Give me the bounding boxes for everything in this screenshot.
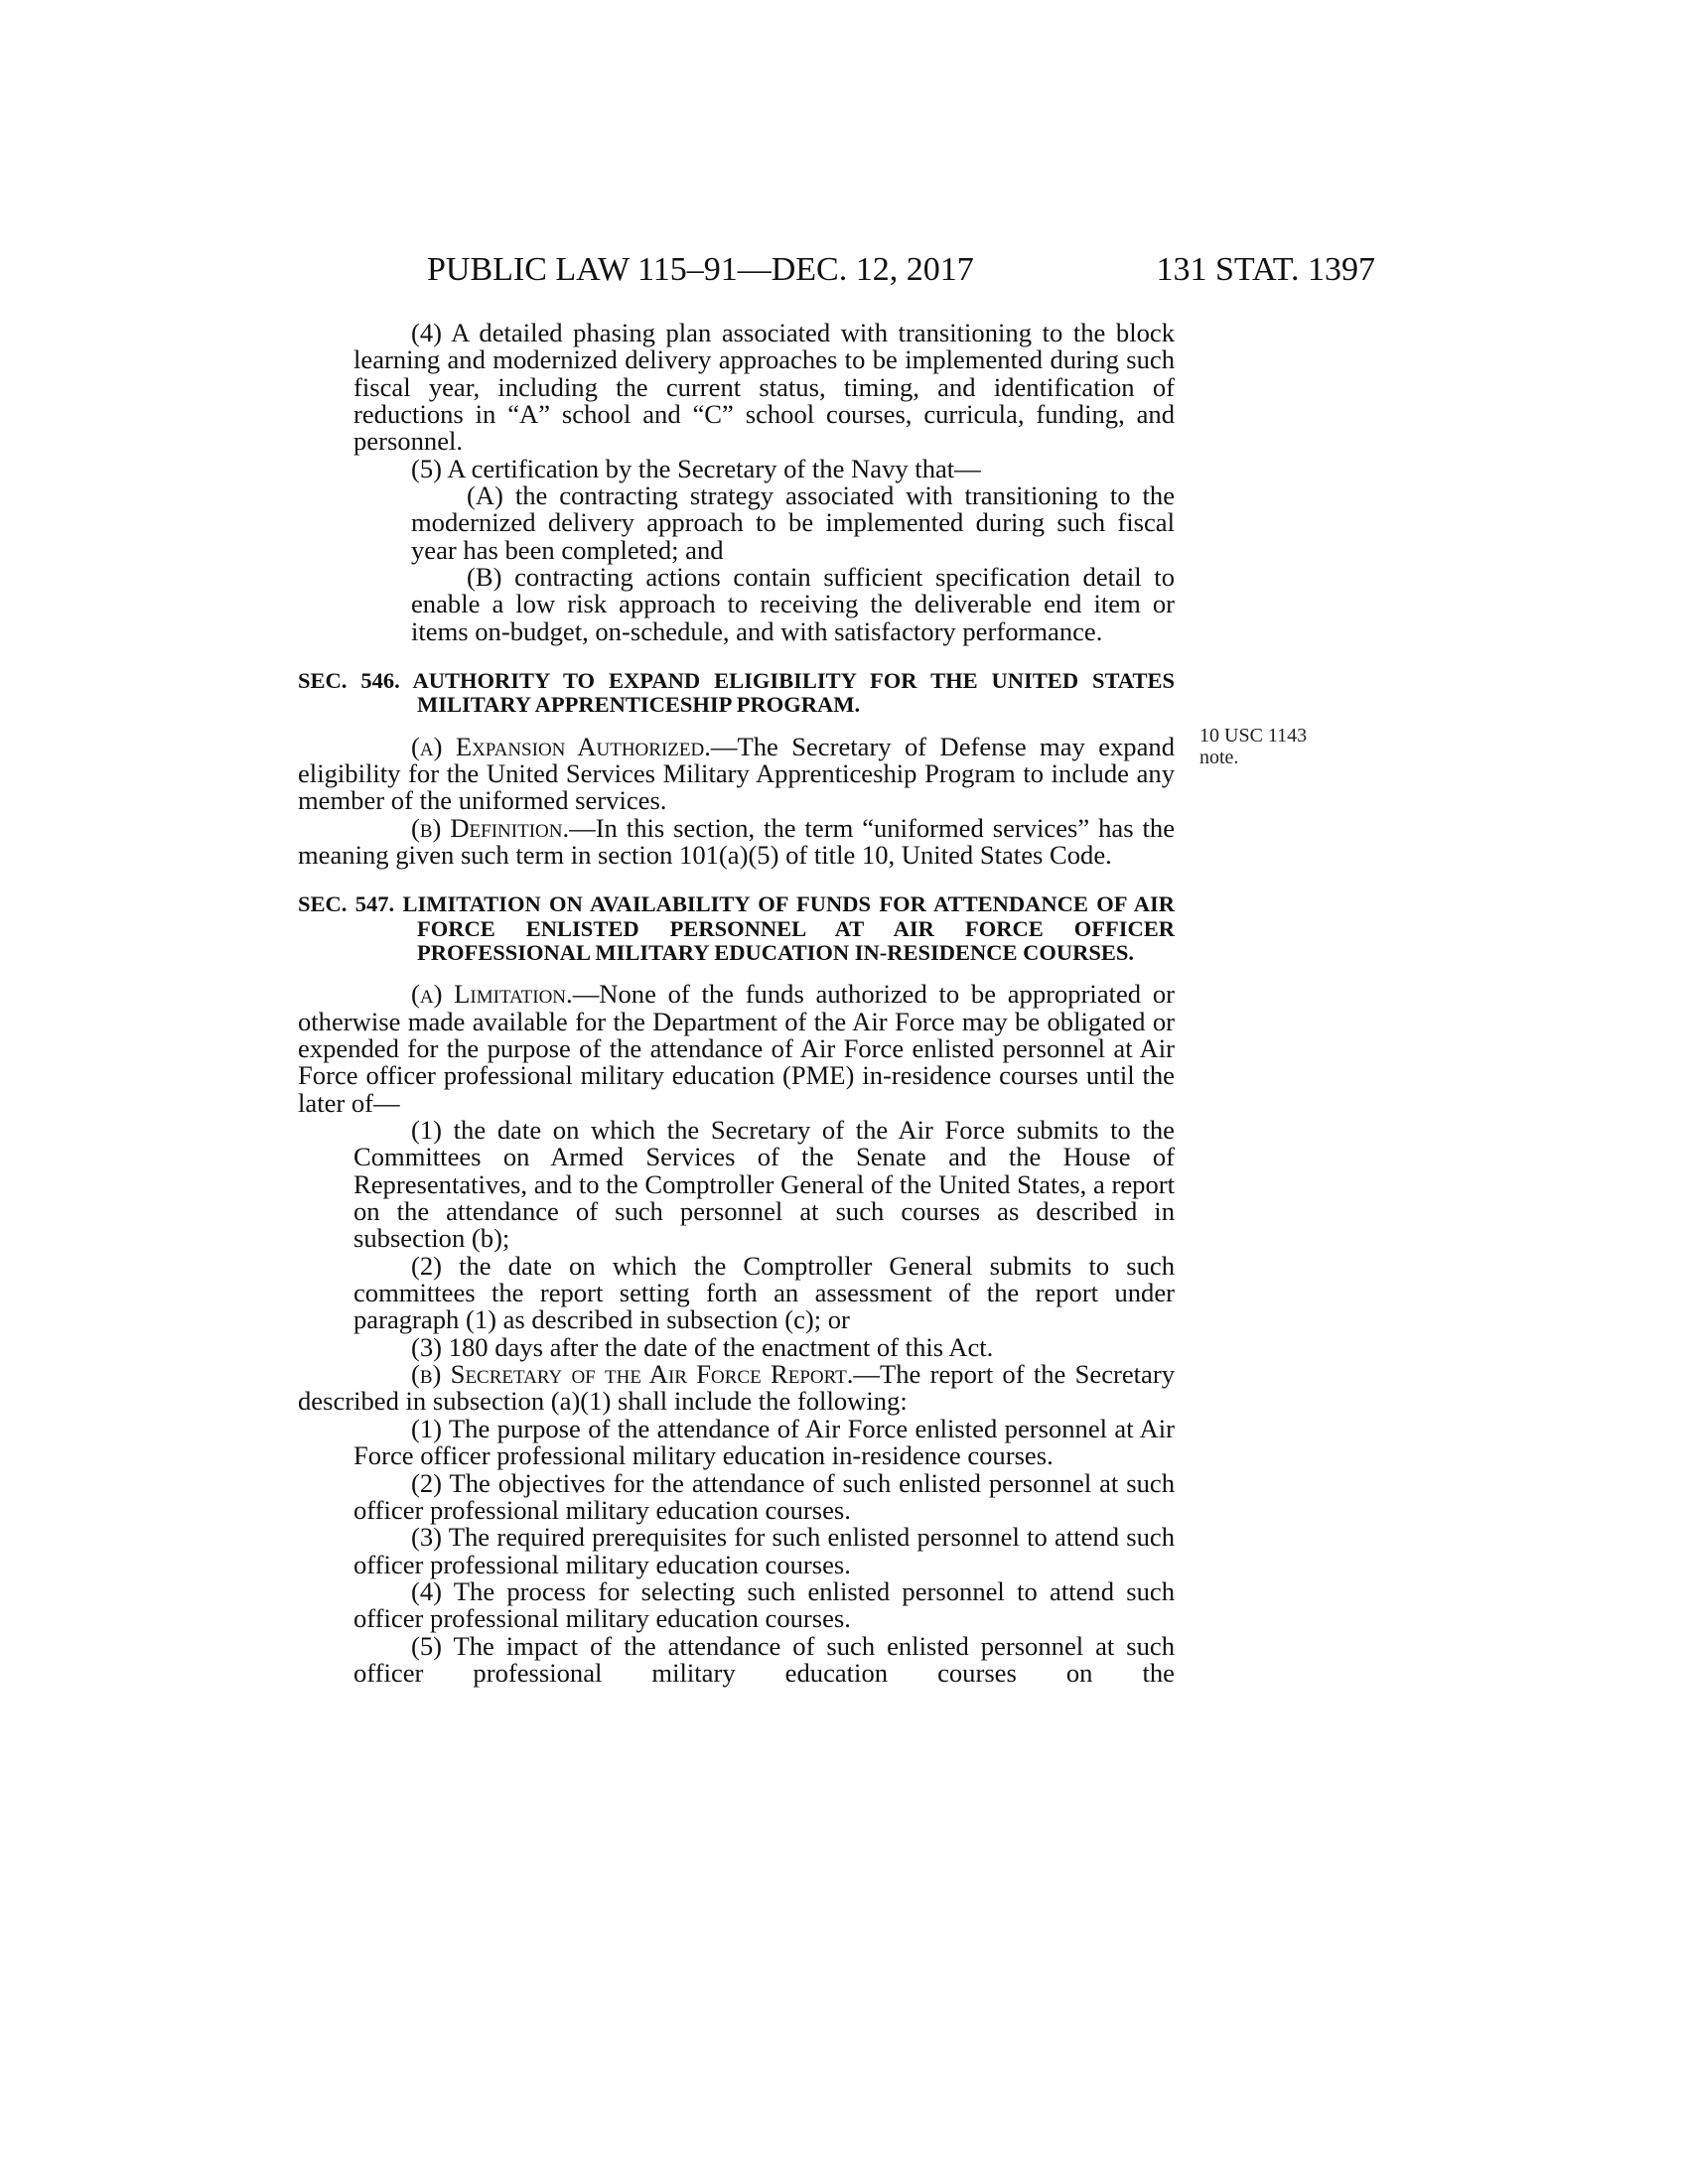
- section-546-b-label: (b) Definition.: [411, 812, 570, 843]
- section-546-b: [298, 812, 1175, 871]
- page-body: [298, 320, 1175, 1687]
- section-547-b-label: (b) Secretary of the Air Force Report.: [411, 1359, 854, 1390]
- section-547-a-label: (a) Limitation.: [411, 979, 573, 1010]
- section-547-b-5: (5) The impact of the attendance of such enlisted personnel at such officer professional military education courses on the: [353, 1630, 1175, 1688]
- section-546-heading: SEC. 546. AUTHORITY TO EXPAND ELIGIBILITY FOR THE UNITED STATES MILITARY APPRENTICESHIP PROGRAM.: [298, 668, 1175, 718]
- statute-page-number: 131 STAT. 1397: [1156, 251, 1375, 288]
- section-547-b-1: (1) The purpose of the attendance of Air Force enlisted personnel at Air Force officer professional military education in-residence courses.: [353, 1413, 1175, 1471]
- section-547-a-2: (2) the date on which the Comptroller General submits to such committees the report setting forth an assessment of the report under paragraph (1) as described in subsection (c); or: [353, 1250, 1175, 1335]
- paragraph-4: (4) A detailed phasing plan associated with transitioning to the block learning and modernized delivery approaches to be implemented during such fiscal year, including the current status, timing, and identification of reductions in “A” school and “C” school courses, curricula, funding, and personnel.: [353, 318, 1175, 457]
- section-546-a: [298, 731, 1176, 816]
- section-546-a-text: —The Secretary of Defense may expand eligibility for the United Services Military Apprenticeship Program to include any member of the uniformed services.: [298, 731, 1176, 816]
- margin-note-suffix: note.: [1199, 747, 1239, 768]
- section-547-heading: SEC. 547. LIMITATION ON AVAILABILITY OF FUNDS FOR ATTENDANCE OF AIR FORCE ENLISTED PERSONNEL AT AIR FORCE OFFICER PROFESSIONAL MILITARY EDUCATION IN-RESIDENCE COURSES.: [298, 891, 1175, 966]
- margin-note: [1199, 725, 1348, 768]
- section-547-a: [298, 981, 1175, 1117]
- section-546-a-label: (a) Expansion Authorized.: [411, 731, 711, 761]
- section-546-b-text: —In this section, the term “uniformed services” has the meaning given such term in section 101(a)(5) of title 10, United States Code.: [298, 812, 1175, 871]
- section-547-a-text: —None of the funds authorized to be appropriated or otherwise made available for the Department of the Air Force may be obligated or expended for the purpose of the attendance of Air Force enlisted personnel at Air Force officer professional military education (PME) in-residence courses until the later of—: [298, 979, 1175, 1118]
- section-547-a-3: (3) 180 days after the date of the enactment of this Act.: [411, 1331, 994, 1362]
- paragraph-5-b: (B) contracting actions contain sufficient specification detail to enable a low risk approach to receiving the deliverable end item or items on-budget, on-schedule, and with satisfactory performance.: [411, 562, 1175, 646]
- running-header: [427, 250, 1375, 290]
- public-law-citation: PUBLIC LAW 115–91—DEC. 12, 2017: [427, 251, 974, 288]
- paragraph-5-a: (A) the contracting strategy associated with transitioning to the modernized delivery approach to be implemented during such fiscal year has been completed; and: [411, 480, 1175, 565]
- section-547-b: [298, 1361, 1175, 1416]
- section-547-a-1: (1) the date on which the Secretary of the Air Force submits to the Committees on Armed Services of the Senate and the House of Representatives, and to the Comptroller General of the United States, a report on the attendance of such personnel at such courses as described in subsection (b);: [353, 1115, 1175, 1254]
- margin-note-citation: 10 USC 1143: [1199, 725, 1308, 747]
- section-547-b-2: (2) The objectives for the attendance of such enlisted personnel at such officer professional military education courses.: [353, 1467, 1175, 1525]
- section-547-b-3: (3) The required prerequisites for such enlisted personnel to attend such officer professional military education courses.: [353, 1522, 1175, 1579]
- paragraph-5: (5) A certification by the Secretary of the Navy that—: [411, 453, 981, 483]
- section-547-b-text: —The report of the Secretary described in subsection (a)(1) shall include the following:: [298, 1359, 1175, 1417]
- section-547-b-4: (4) The process for selecting such enlisted personnel to attend such officer professional military education courses.: [353, 1575, 1175, 1634]
